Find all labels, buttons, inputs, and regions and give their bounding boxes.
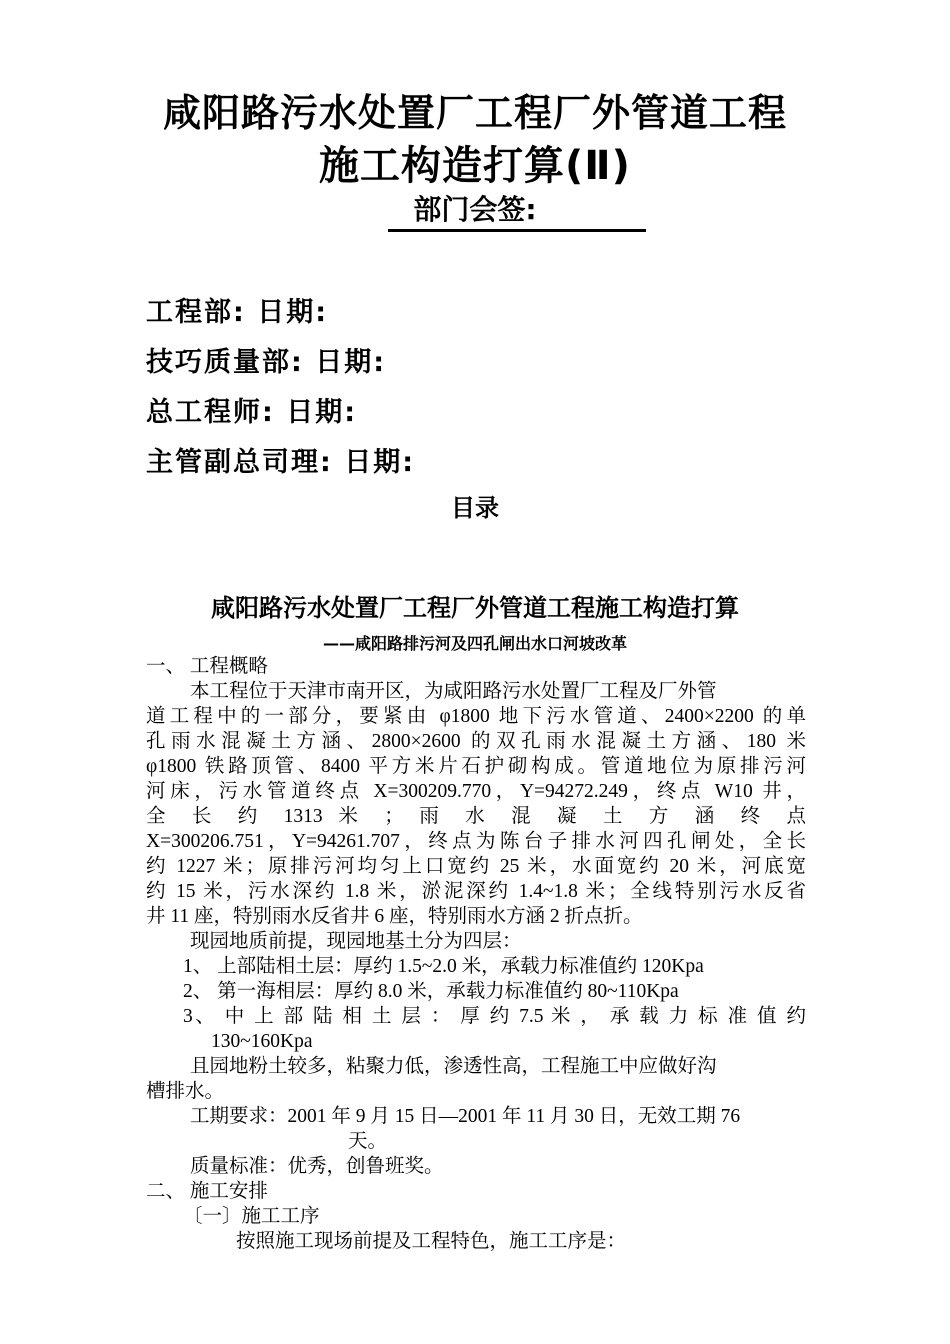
paragraph-line: 道工程中的一部分，要紧由 φ1800 地下污水管道、2400×2200 的单 [146, 706, 806, 727]
paragraph-line: φ1800 铁路顶管、8400 平方米片石护砌构成。管道地位为原排污河 [146, 756, 806, 777]
paragraph-line: 全 长 约 1313 米 ； 雨 水 混 凝 土 方 涵 终 点 [146, 806, 806, 827]
section-2-heading: 二、 施工安排 [146, 1181, 268, 1202]
section-1-heading: 一、 工程概略 [146, 656, 268, 677]
soil-layer-2: 2、 第一海相层：厚约 8.0 米，承载力标准值约 80~110Kpa [183, 981, 679, 1002]
paragraph-line: 现园地质前提，现园地基土分为四层： [190, 931, 522, 952]
schedule-line-cont: 天。 [348, 1131, 388, 1152]
subsection-1-heading: 〔一〕施工工序 [183, 1206, 320, 1227]
title-line-1: 咸阳路污水处置厂工程厂外管道工程 [162, 91, 787, 135]
signature-engineering: 工程部: 日期: [146, 297, 328, 328]
signature-deputy-manager: 主管副总司理: 日期: [146, 447, 415, 478]
doc-subtitle: ——咸阳路排污河及四孔闸出水口河坡改革 [322, 634, 627, 653]
paragraph-line: 本工程位于天津市南开区，为咸阳路污水处置厂工程及厂外管 [190, 681, 717, 702]
soil-layer-1: 1、 上部陆相土层：厚约 1.5~2.0 米，承载力标准值约 120Kpa [183, 956, 704, 977]
signature-quality: 技巧质量部: 日期: [146, 347, 386, 378]
sign-heading: 部门会签: [413, 193, 537, 226]
paragraph-line: 槽排水。 [146, 1081, 225, 1102]
paragraph-line: 约 1227 米；原排污河均匀上口宽约 25 米，水面宽约 20 米，河底宽 [146, 856, 806, 877]
paragraph-line: 孔雨水混凝土方涵、2800×2600 的双孔雨水混凝土方涵、180 米 [146, 731, 806, 752]
paragraph-line: X=300206.751，Y=94261.707，终点为陈台子排水河四孔闸处，全长 [146, 831, 806, 852]
paragraph-line: 井 11 座，特别雨水反省井 6 座，特别雨水方涵 2 折点折。 [146, 906, 643, 927]
soil-layer-3-cont: 130~160Kpa [211, 1031, 313, 1052]
paragraph-line: 约 15 米，污水深约 1.8 米，淤泥深约 1.4~1.8 米；全线特别污水反省 [146, 881, 806, 902]
paragraph-line: 按照施工现场前提及工程特色，施工工序是： [236, 1231, 627, 1252]
signature-chief-engineer: 总工程师: 日期: [146, 397, 357, 428]
title-line-2: 施工构造打算(Ⅱ) [319, 143, 631, 189]
soil-layer-3: 3、 中 上 部 陆 相 土 层 ： 厚 约 7.5 米 ， 承 载 力 标 准 值 约 [183, 1006, 806, 1027]
schedule-line: 工期要求：2001 年 9 月 15 日—2001 年 11 月 30 日，无效工期 76 [190, 1106, 741, 1127]
paragraph-line: 且园地粉土较多，粘聚力低，渗透性高，工程施工中应做好沟 [190, 1056, 717, 1077]
paragraph-line: 河床，污水管道终点 X=300209.770，Y=94272.249，终点 W10 井， [146, 781, 806, 802]
doc-title: 咸阳路污水处置厂工程厂外管道工程施工构造打算 [211, 594, 739, 622]
sign-underline [388, 229, 646, 232]
toc-heading: 目录 [451, 494, 499, 522]
quality-standard: 质量标准：优秀，创鲁班奖。 [190, 1156, 444, 1177]
